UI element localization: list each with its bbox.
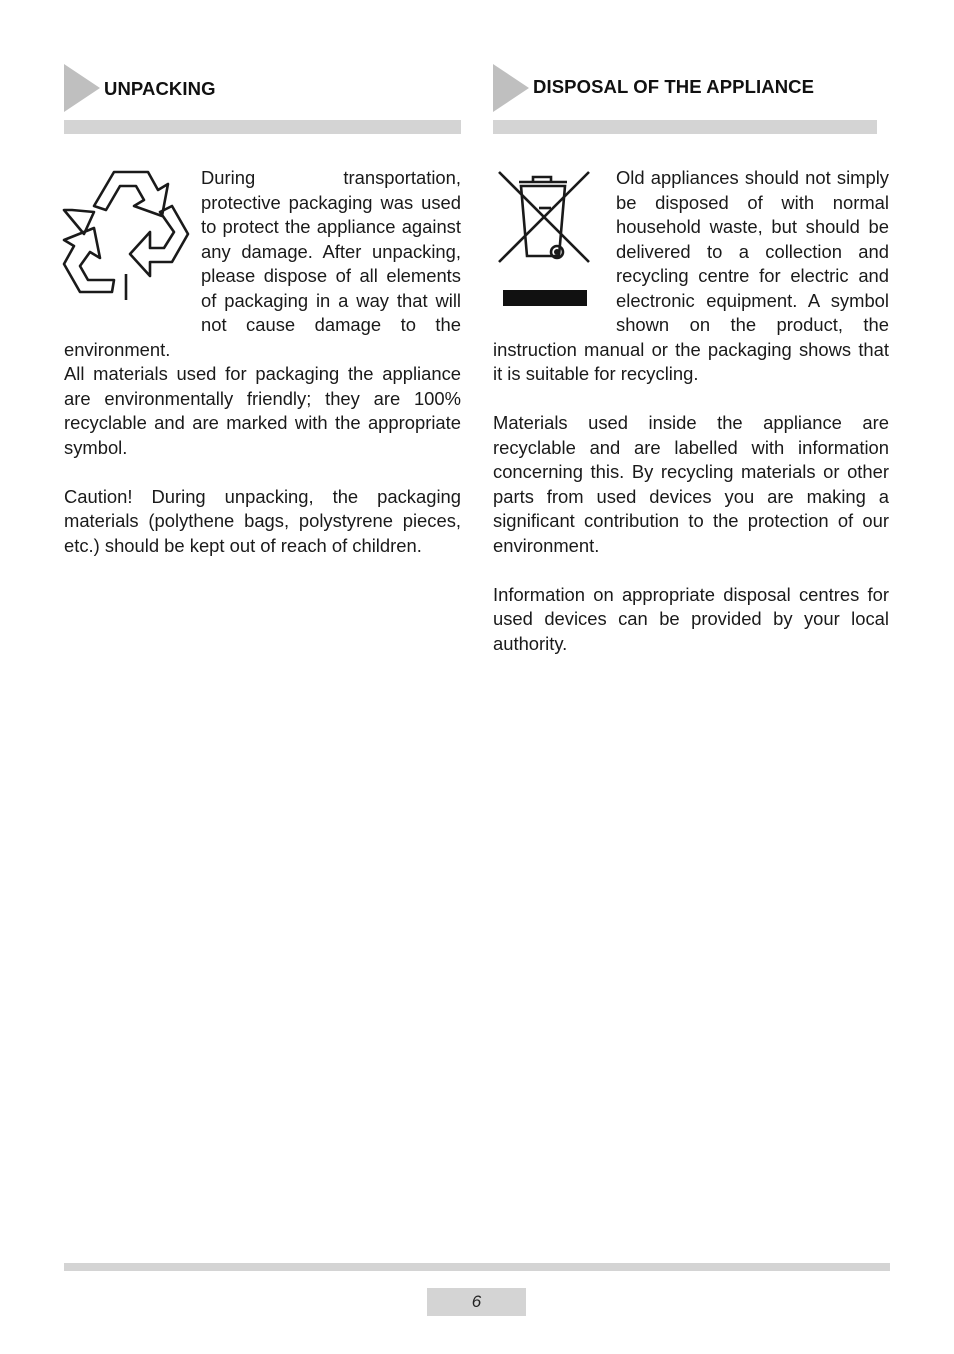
disposal-body	[493, 166, 889, 656]
paragraph-gap	[493, 558, 889, 583]
unpacking-paragraph-1: During transportation, protective packaging was used to protect the appliance against any damage. After unpacking, please dispose of all elements of packaging in a way that will not cause damage to the environment.	[64, 167, 461, 360]
disposal-heading	[493, 62, 889, 112]
paragraph-gap	[493, 387, 889, 412]
disposal-paragraph-3: Information on appropriate disposal centres for used devices can be provided by your local authority.	[493, 583, 889, 654]
page-number: 6	[427, 1288, 526, 1316]
disposal-paragraph-2: Materials used inside the appliance are recyclable and are labelled with information concerning this. By recycling materials or other parts from used devices you are making a significant contribution to the protection of our environment.	[493, 412, 889, 556]
heading-triangle-icon	[64, 64, 100, 112]
paragraph-gap	[64, 460, 461, 485]
unpacking-section	[64, 62, 461, 558]
unpacking-body	[64, 166, 461, 558]
crossed-out-wheelie-bin-icon	[493, 166, 616, 316]
heading-triangle-icon	[493, 64, 529, 112]
footer-bar	[64, 1263, 890, 1271]
recycling-symbol-icon	[60, 162, 201, 320]
disposal-paragraph-1: Old appliances should not simply be disposed of with normal household waste, but should be delivered to a collection and recycling centre for electric and electronic equipment. A symbol shown on the product, the instruction manual or the packaging shows that it is suitable for recycling.	[493, 167, 889, 384]
heading-bar	[493, 120, 877, 134]
heading-bar	[64, 120, 461, 134]
unpacking-title: UNPACKING	[104, 78, 216, 99]
unpacking-paragraph-2: All materials used for packaging the appliance are environmentally friendly; they are 100% recyclable and are marked with the appropriate symbol.	[64, 363, 461, 458]
unpacking-heading	[64, 62, 461, 112]
disposal-title: DISPOSAL OF THE APPLIANCE	[533, 76, 815, 97]
disposal-section	[493, 62, 889, 656]
unpacking-paragraph-3: Caution! During unpacking, the packaging materials (polythene bags, polystyrene pieces, etc.) should be kept out of reach of children.	[64, 485, 461, 556]
